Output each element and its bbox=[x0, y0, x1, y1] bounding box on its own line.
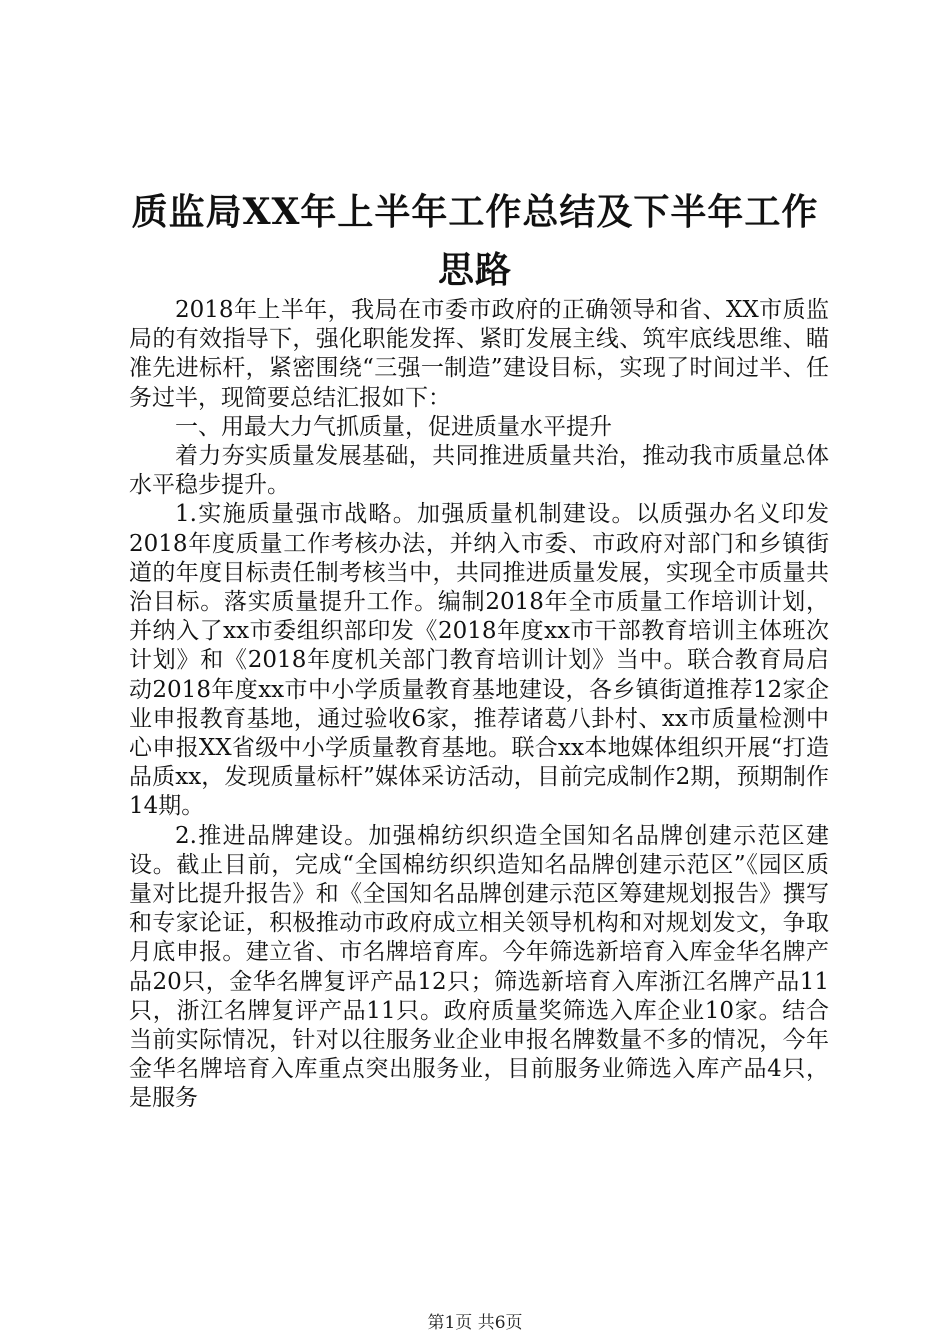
intro-paragraph: 2018年上半年，我局在市委市政府的正确领导和省、XX市质监局的有效指导下，强化职能发挥、紧盯发展主线、筑牢底线思维、瞄准先进标杆，紧密围绕“三强一制造”建设目标，实现了时间过半、任务过半，现简要总结汇报如下： bbox=[129, 297, 829, 411]
document-title: 质监局XX年上半年工作总结及下半年工作思路 bbox=[131, 191, 819, 291]
section-heading-1: 一、用最大力气抓质量，促进质量水平提升 bbox=[175, 413, 612, 440]
item-1-paragraph: 1.实施质量强市战略。加强质量机制建设。以质强办名义印发2018年度质量工作考核办法，并纳入市委、市政府对部门和乡镇街道的年度目标责任制考核当中，共同推进质量发展，实现全市质量共治目标。落实质量提升工作。编制2018年全市质量工作培训计划，并纳入了xx市委组织部印发《2018年度xx市干部教育培训主体班次计划》和《2018年度机关部门教育培训计划》当中。联合教育局启动2018年度xx市中小学质量教育基地建设，各乡镇街道推荐12家企业申报教育基地，通过验收6家，推荐诸葛八卦村、xx市质量检测中心申报XX省级中小学质量教育基地。联合xx本地媒体组织开展“打造品质xx，发现质量标杆”媒体采访活动，目前完成制作2期，预期制作14期。 bbox=[129, 501, 829, 820]
item-2-paragraph: 2.推进品牌建设。加强棉纺织织造全国知名品牌创建示范区建设。截止目前，完成“全国棉纺织织造知名品牌创建示范区”《园区质量对比提升报告》和《全国知名品牌创建示范区筹建规划报告》撰写和专家论证，积极推动市政府成立相关领导机构和对规划发文，争取月底申报。建立省、市名牌培育库。今年筛选新培育入库金华名牌产品20只，金华名牌复评产品12只；筛选新培育入库浙江名牌产品11只，浙江名牌复评产品11只。政府质量奖筛选入库企业10家。结合当前实际情况，针对以往服务业企业申报名牌数量不多的情况，今年金华名牌培育入库重点突出服务业，目前服务业筛选入库产品4只，是服务 bbox=[129, 822, 829, 1112]
page-number-footer: 第1页 共6页 bbox=[427, 1313, 523, 1333]
section-summary-paragraph: 着力夯实质量发展基础，共同推进质量共治，推动我市质量总体水平稳步提升。 bbox=[129, 443, 829, 499]
document-body bbox=[129, 296, 829, 1114]
